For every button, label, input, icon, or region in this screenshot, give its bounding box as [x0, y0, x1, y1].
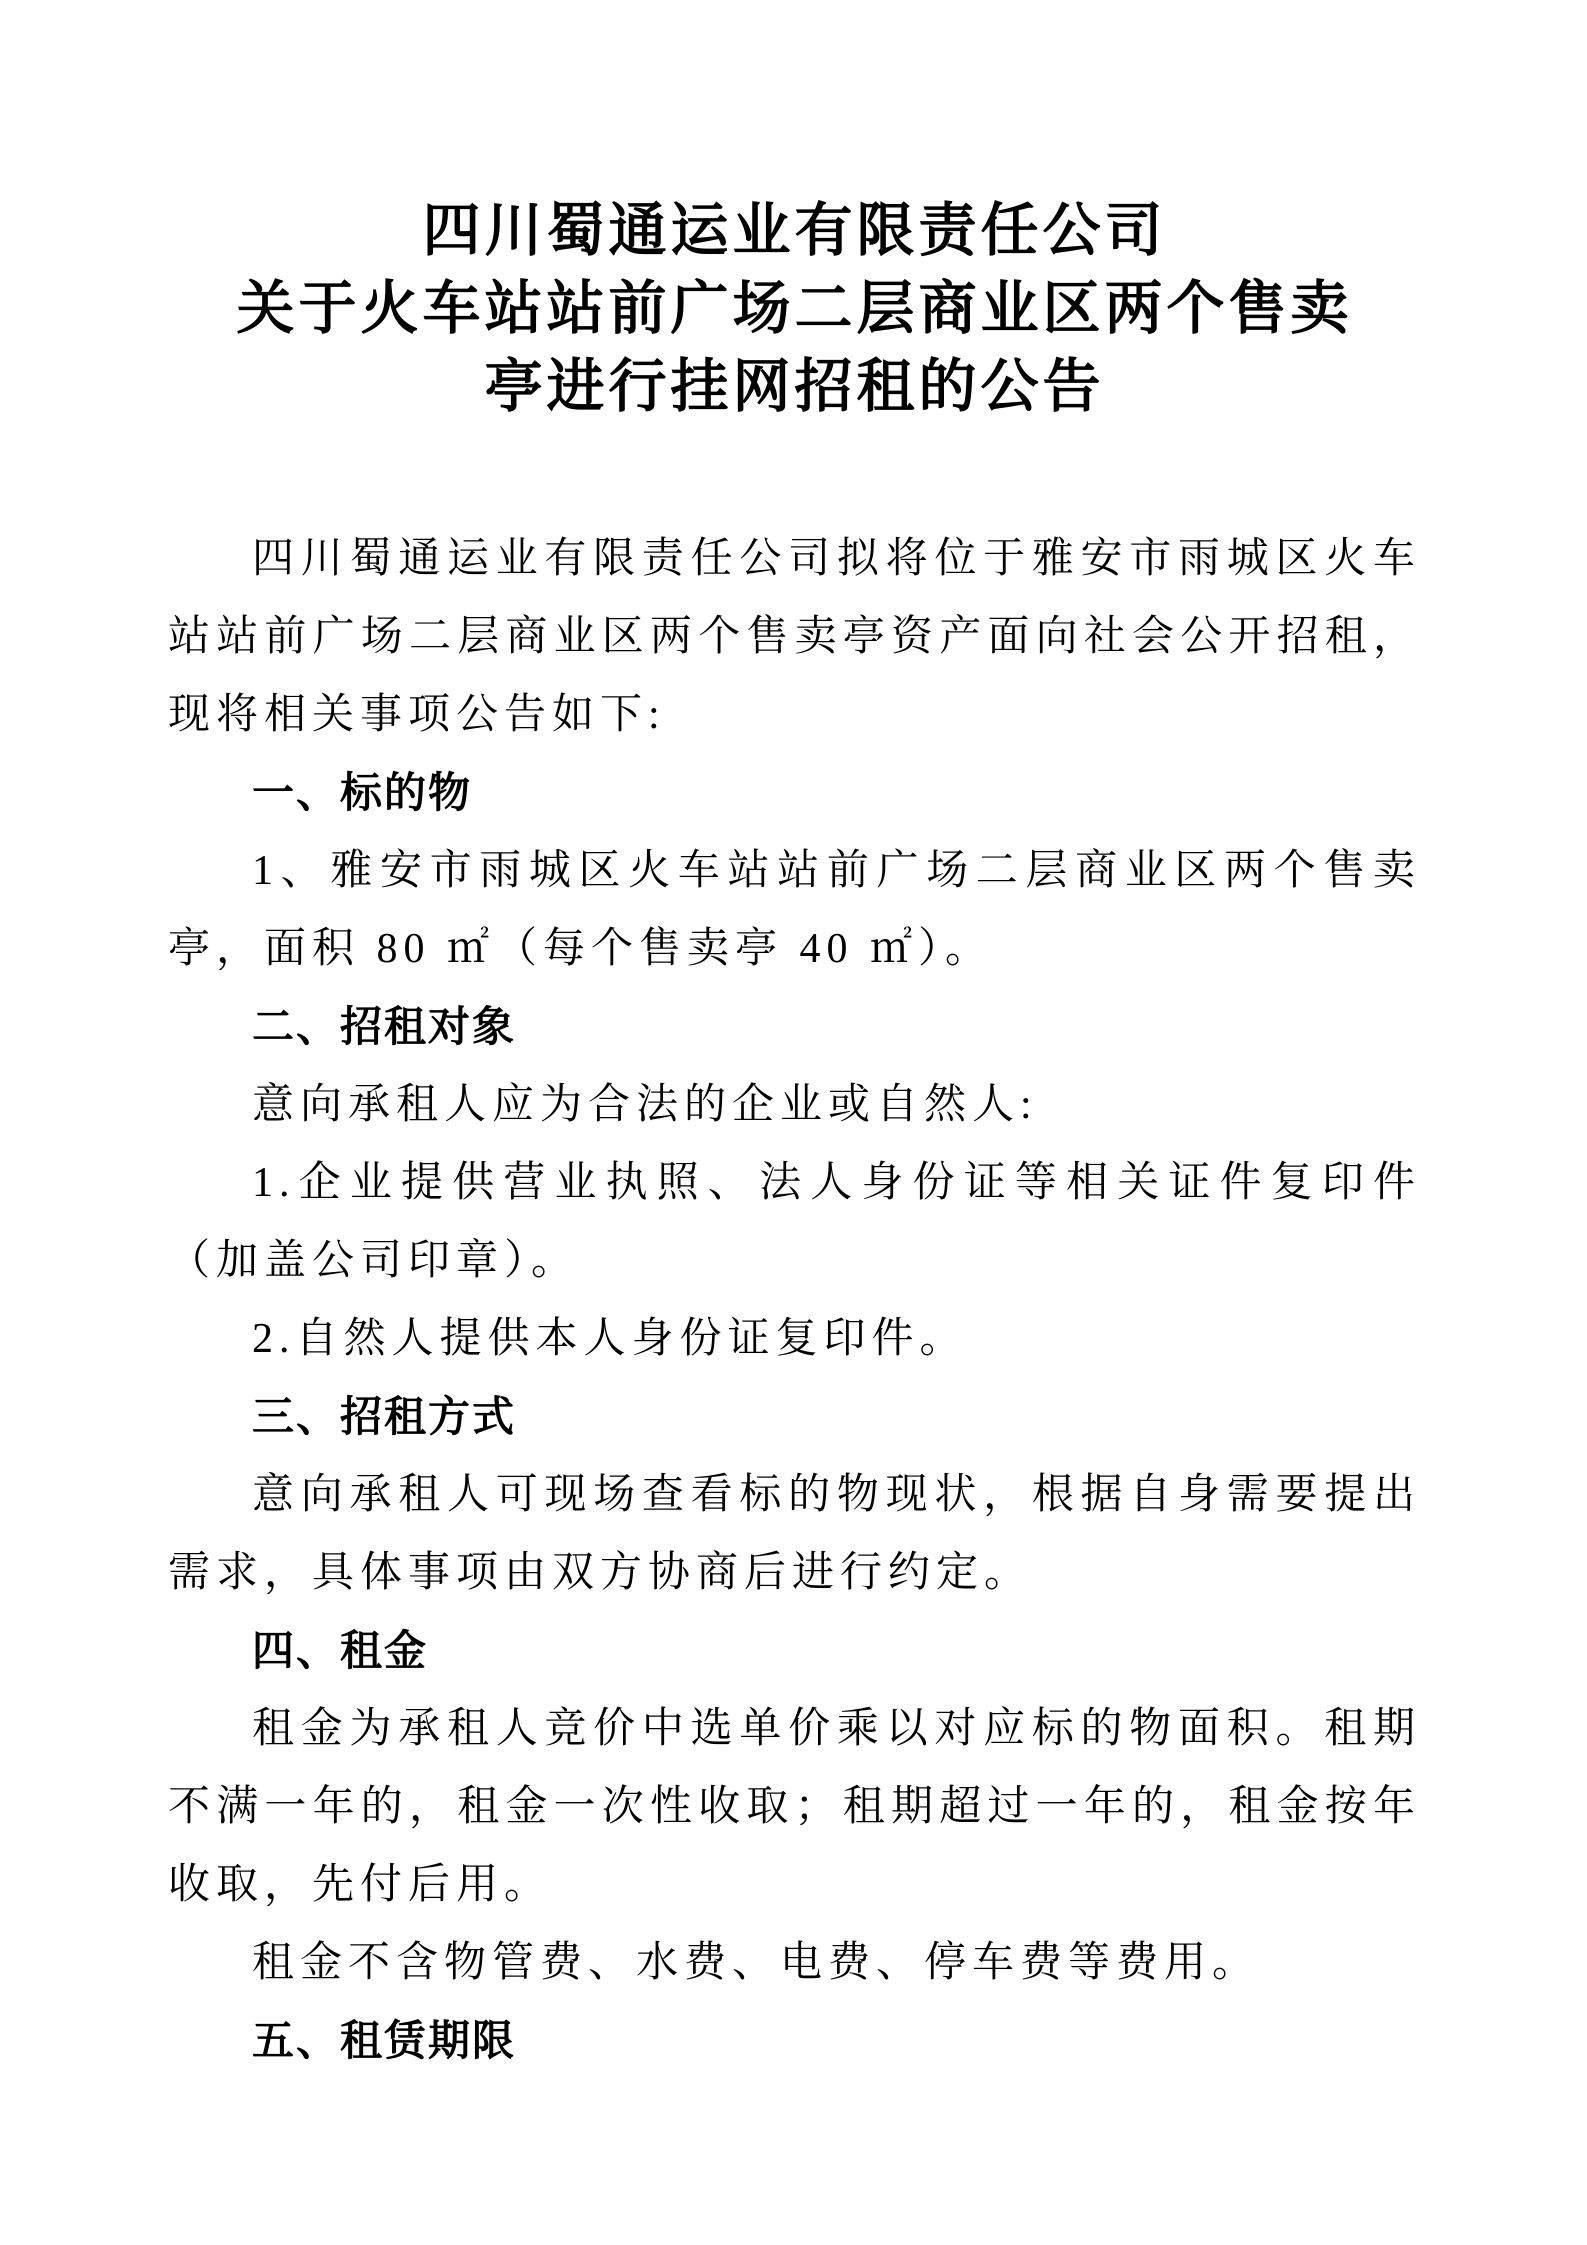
paragraph-tenant-rule: 意向承租人应为合法的企业或自然人:: [252, 1082, 1038, 1128]
paragraph-enterprise-docs: 1.企业提供营业执照、法人身份证等相关证件复印件（加盖公司印章）。: [168, 1160, 1421, 1284]
paragraph-rent-terms: 租金为承租人竞价中选单价乘以对应标的物面积。租期不满一年的，租金一次性收取；租期超过一年的，租金按年收取，先付后用。: [168, 1706, 1421, 1908]
section-heading-3: 三、招租方式: [252, 1393, 517, 1440]
section-heading-5: 五、租赁期限: [252, 2017, 517, 2064]
section-heading-2: 二、招租对象: [252, 1003, 517, 1050]
paragraph-rent-excludes: 租金不含物管费、水费、电费、停车费等费用。: [252, 1940, 1261, 1986]
title-line: 亭进行挂网招租的公告: [484, 354, 1105, 419]
paragraph-method: 意向承租人可现场查看标的物现状，根据自身需要提出需求，具体事项由双方协商后进行约定。: [168, 1472, 1421, 1596]
section-heading-1: 一、标的物: [252, 769, 473, 816]
document-body: [168, 520, 1421, 2080]
paragraph-intro: 四川蜀通运业有限责任公司拟将位于雅安市雨城区火车站站前广场二层商业区两个售卖亭资产面向社会公开招租，现将相关事项公告如下:: [168, 536, 1421, 738]
title-line: 关于火车站站前广场二层商业区两个售卖: [236, 276, 1353, 341]
paragraph-person-docs: 2.自然人提供本人身份证复印件。: [252, 1316, 968, 1362]
section-heading-4: 四、租金: [252, 1627, 429, 1674]
paragraph-subject: 1、雅安市雨城区火车站站前广场二层商业区两个售卖亭，面积 80 ㎡（每个售卖亭 40 ㎡）。: [168, 848, 1421, 972]
document-title: [168, 192, 1421, 426]
title-line: 四川蜀通运业有限责任公司: [422, 198, 1167, 263]
